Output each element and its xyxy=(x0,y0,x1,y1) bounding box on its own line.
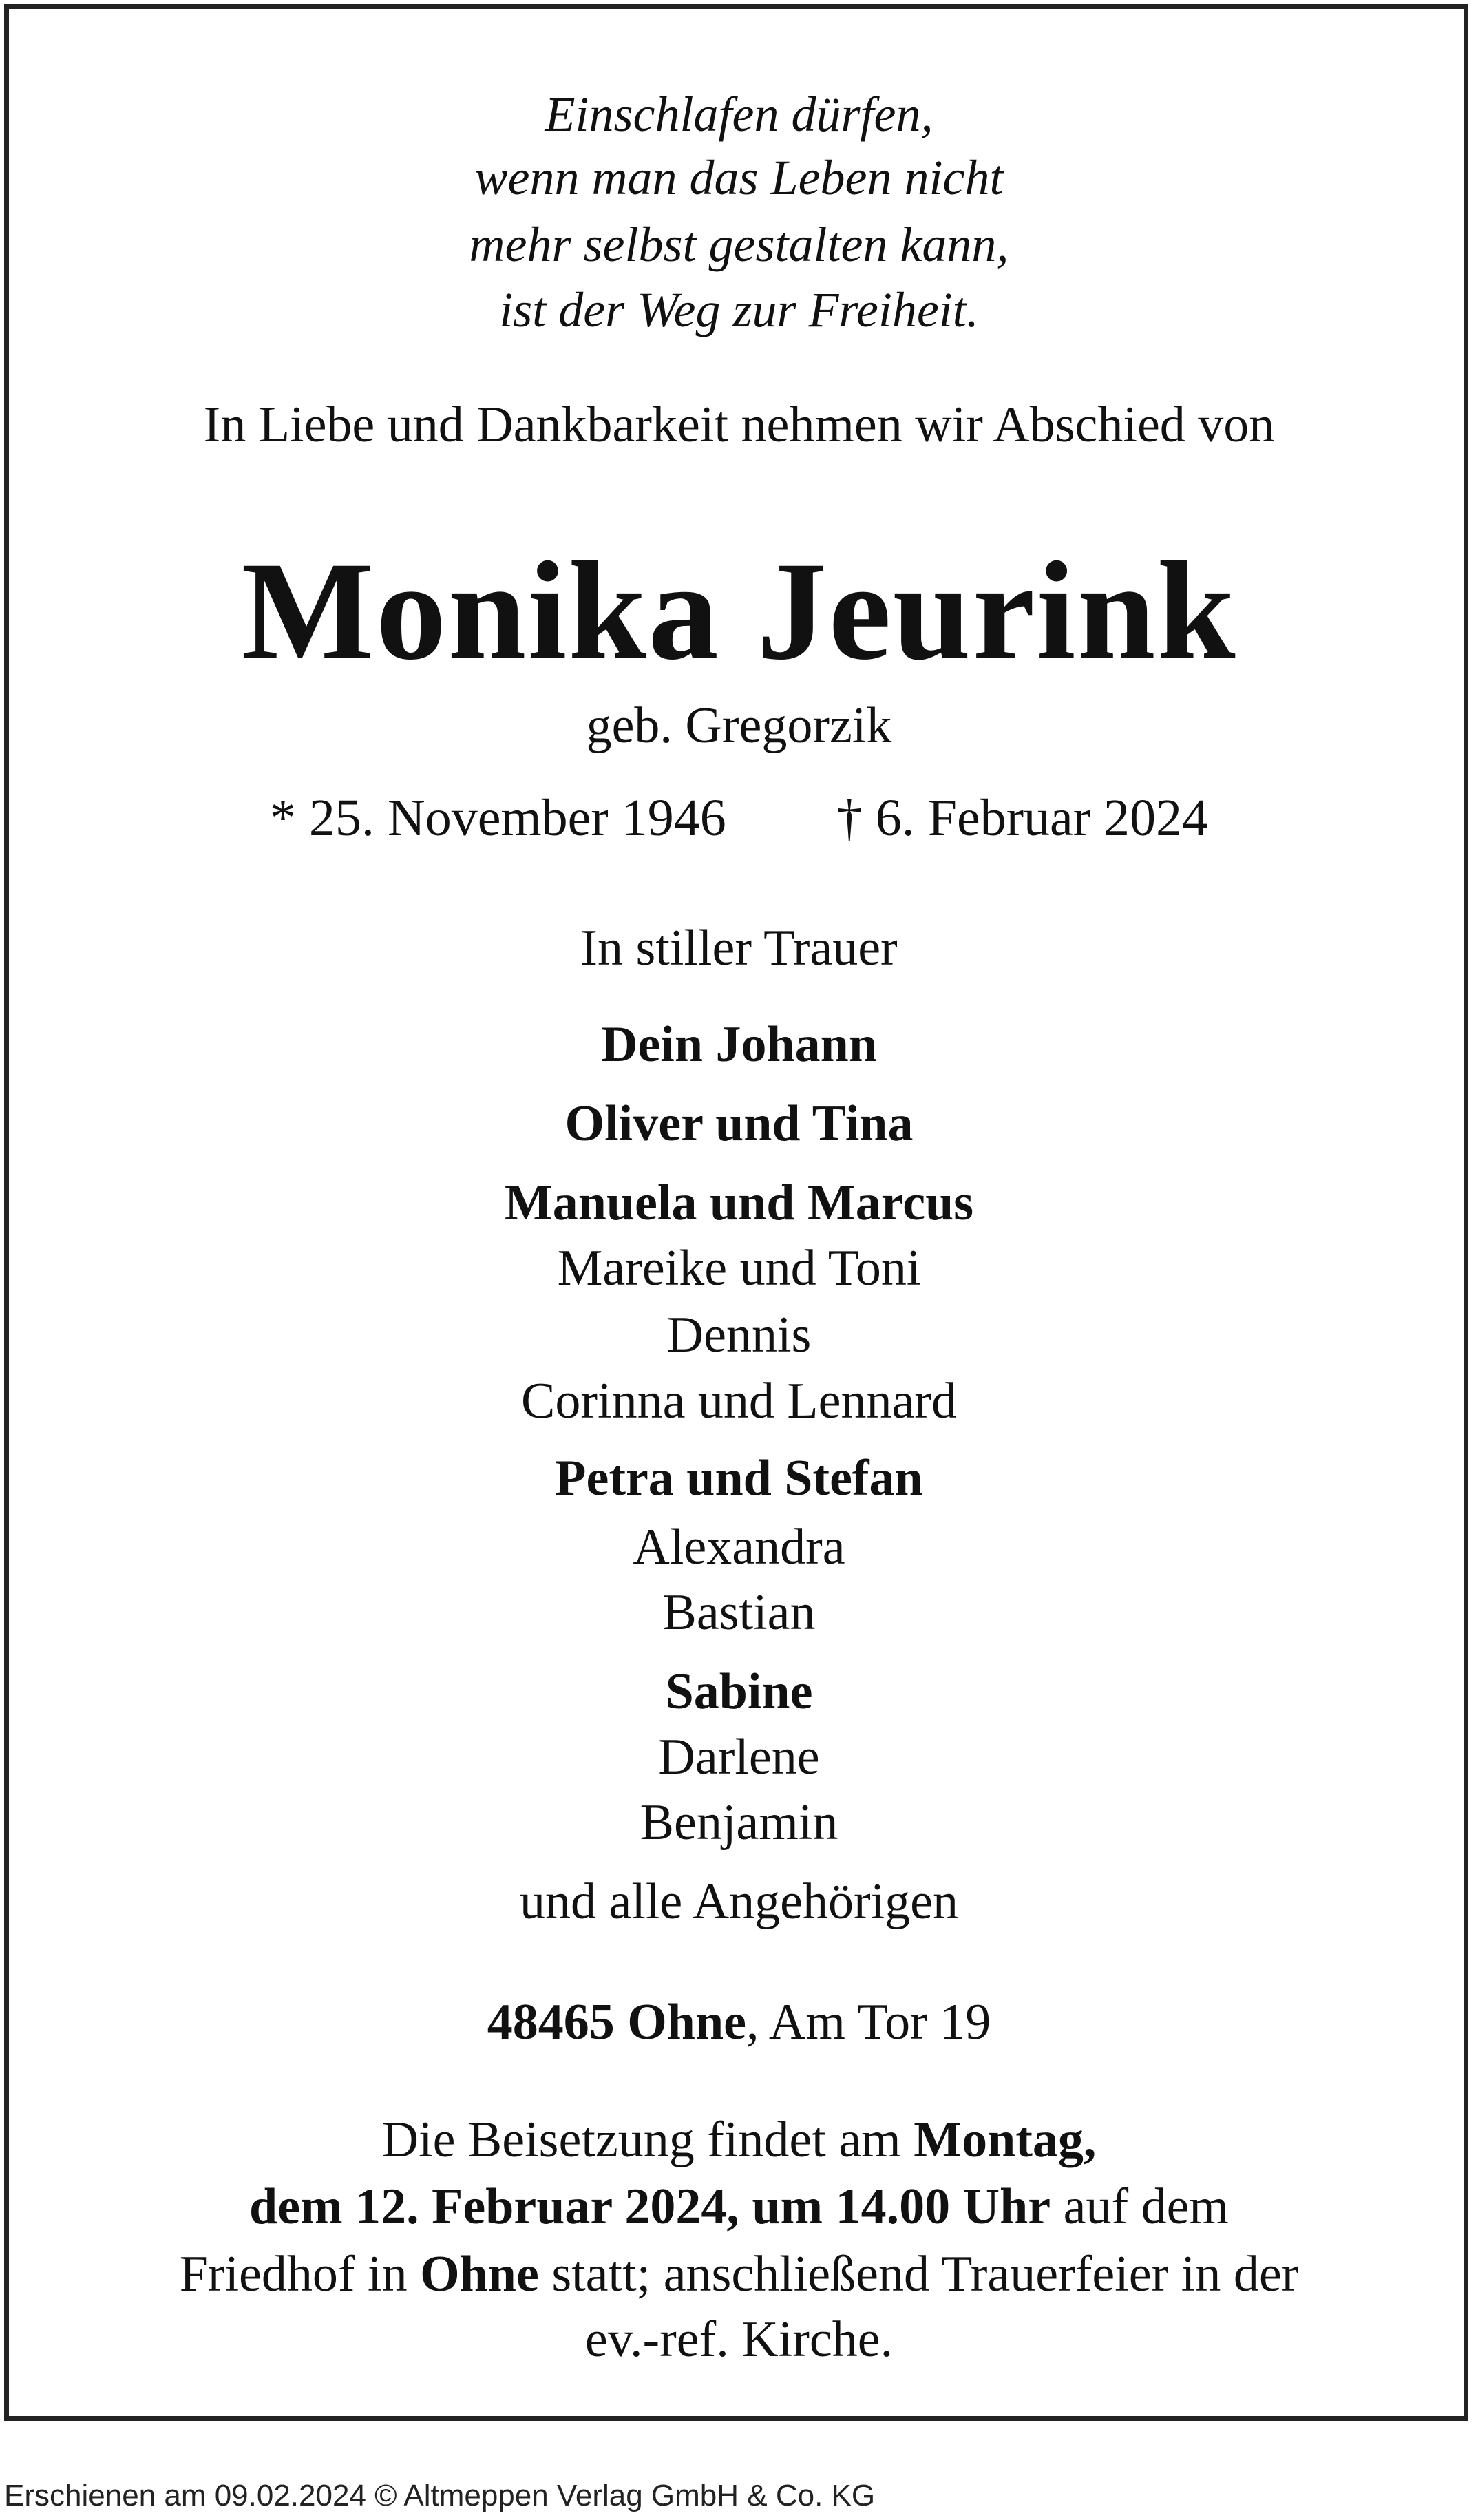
mourner-entry: Dennis xyxy=(666,1307,812,1363)
poem-line-4: ist der Weg zur Freiheit. xyxy=(499,282,979,337)
address-street: , Am Tor 19 xyxy=(746,1994,991,2050)
mourner-entry: Darlene xyxy=(658,1729,820,1785)
mourner-entry: Dein Johann xyxy=(601,1016,877,1073)
funeral-line-1 xyxy=(0,2107,1478,2173)
mourner-entry: Corinna und Lennard xyxy=(521,1373,957,1429)
poem-line-2: wenn man das Leben nicht xyxy=(474,150,1004,205)
funeral-day: Montag, xyxy=(914,2112,1097,2168)
mourner-entry: Bastian xyxy=(662,1584,816,1641)
maiden-name: geb. Gregorzik xyxy=(586,697,892,754)
funeral-line-4: ev.-ref. Kirche. xyxy=(584,2311,894,2368)
poem-line-1: Einschlafen dürfen, xyxy=(545,87,933,142)
life-dates xyxy=(0,788,1478,848)
address-line xyxy=(0,1993,1478,2052)
poem-line-3: mehr selbst gestalten kann, xyxy=(469,217,1009,272)
funeral-place: Ohne xyxy=(420,2246,539,2302)
funeral-text: Die Beisetzung findet am xyxy=(381,2112,914,2168)
mourner-entry: Petra und Stefan xyxy=(555,1450,923,1506)
funeral-datetime: dem 12. Februar 2024, um 14.00 Uhr xyxy=(249,2178,1051,2235)
publication-footer: Erschienen am 09.02.2024 © Altmeppen Verlag GmbH & Co. KG xyxy=(4,2479,876,2512)
mourning-line: In stiller Trauer xyxy=(580,920,898,976)
mourner-entry: Benjamin xyxy=(640,1794,838,1851)
mourner-entry: Alexandra xyxy=(633,1519,845,1575)
funeral-text: Friedhof in xyxy=(179,2246,421,2302)
funeral-line-2 xyxy=(0,2174,1478,2240)
mourner-entry: Mareike und Toni xyxy=(557,1240,921,1296)
intro-text: In Liebe und Dankbarkeit nehmen wir Abschied von xyxy=(203,397,1275,453)
mourner-entry: Sabine xyxy=(665,1663,813,1720)
funeral-text: auf dem xyxy=(1051,2178,1229,2235)
death-date: † 6. Februar 2024 xyxy=(836,789,1209,847)
relatives-line: und alle Angehörigen xyxy=(519,1873,959,1930)
funeral-line-3 xyxy=(0,2241,1478,2307)
birth-date: * 25. November 1946 xyxy=(269,789,726,847)
mourner-entry: Oliver und Tina xyxy=(564,1095,914,1152)
mourner-entry: Manuela und Marcus xyxy=(504,1175,974,1231)
deceased-name: Monika Jeurink xyxy=(241,533,1237,689)
address-postal-city: 48465 Ohne xyxy=(487,1994,746,2050)
funeral-text: statt; anschließend Trauerfeier in der xyxy=(538,2246,1299,2302)
